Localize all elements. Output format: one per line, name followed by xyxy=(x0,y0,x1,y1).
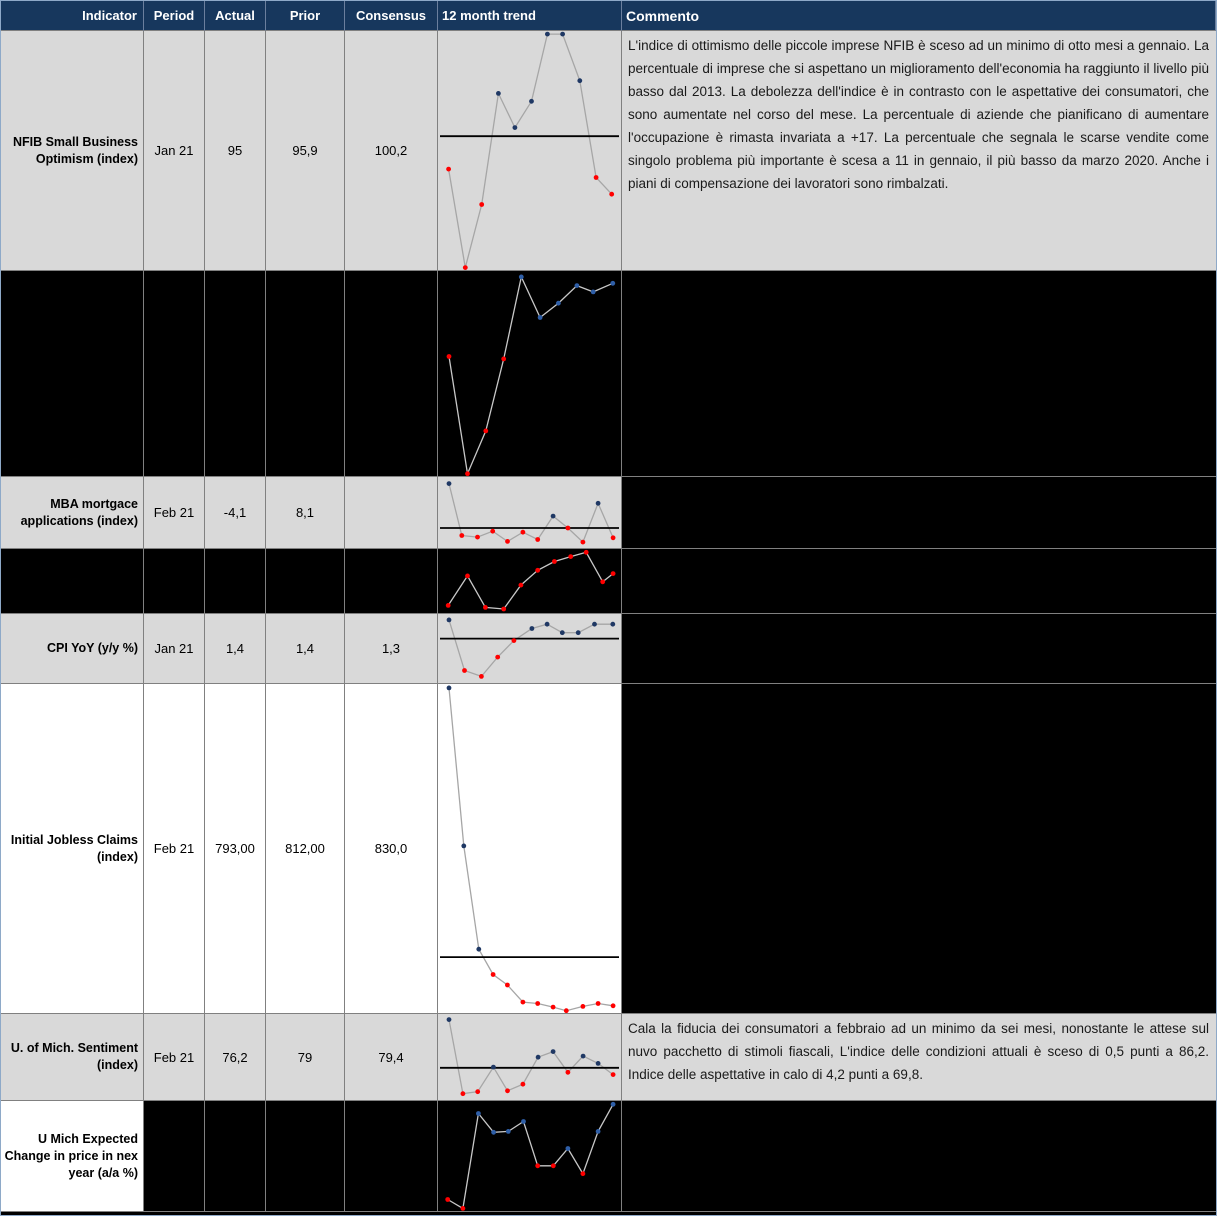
prior-value: 812,00 xyxy=(266,684,345,1014)
sparkline-chart xyxy=(438,1014,622,1101)
indicator-label: Initial Jobless Claims (index) xyxy=(1,684,144,1014)
sparkline-chart xyxy=(438,477,622,549)
prior-value xyxy=(266,271,345,477)
sparkline-chart xyxy=(438,31,622,271)
header-period: Period xyxy=(144,1,205,31)
table-row-hidden-1 xyxy=(1,271,1216,477)
prior-value: 8,1 xyxy=(266,477,345,549)
actual-value: 76,2 xyxy=(205,1014,266,1101)
header-12-month-trend: 12 month trend xyxy=(438,1,622,31)
header-commento: Commento xyxy=(622,1,1216,31)
table-row-umich-expected-price xyxy=(1,1101,1216,1212)
table-row-jobless-claims xyxy=(1,684,1216,1014)
sparkline-chart xyxy=(438,614,622,684)
actual-value: -4,1 xyxy=(205,477,266,549)
table-row-mba xyxy=(1,477,1216,549)
period-value xyxy=(144,271,205,477)
actual-value: 1,4 xyxy=(205,614,266,684)
comment-text xyxy=(622,684,1216,1014)
table-row-cpi xyxy=(1,614,1216,684)
actual-value: 95 xyxy=(205,31,266,271)
consensus-value xyxy=(345,271,438,477)
bottom-border-strip xyxy=(1,1212,1216,1216)
consensus-value xyxy=(345,477,438,549)
table-row-umich-sentiment xyxy=(1,1014,1216,1101)
period-value: Jan 21 xyxy=(144,614,205,684)
indicator-label: MBA mortgace applications (index) xyxy=(1,477,144,549)
indicator-label: U Mich Expected Change in price in nex year (a/a %) xyxy=(1,1101,144,1212)
comment-text xyxy=(622,614,1216,684)
period-value xyxy=(144,549,205,614)
comment-text xyxy=(622,549,1216,614)
actual-value: 793,00 xyxy=(205,684,266,1014)
sparkline-chart xyxy=(438,549,622,614)
comment-text: Cala la fiducia dei consumatori a febbraio ad un minimo da sei mesi, nonostante le attese sul nuvo pacchetto di stimoli fiascali, L'indice delle condizioni attuali è sceso di 0,5 punti a 86,2. Indice delle aspettative in calo di 4,2 punti a 69,8. xyxy=(622,1014,1216,1101)
comment-text xyxy=(622,1101,1216,1212)
comment-text xyxy=(622,271,1216,477)
sparkline-chart xyxy=(438,271,622,477)
table-row-hidden-2 xyxy=(1,549,1216,614)
consensus-value: 100,2 xyxy=(345,31,438,271)
period-value: Feb 21 xyxy=(144,477,205,549)
period-value: Jan 21 xyxy=(144,31,205,271)
table-row-nfib xyxy=(1,31,1216,271)
header-indicator: Indicator xyxy=(1,1,144,31)
consensus-value xyxy=(345,1101,438,1212)
period-value xyxy=(144,1101,205,1212)
period-value: Feb 21 xyxy=(144,684,205,1014)
consensus-value: 830,0 xyxy=(345,684,438,1014)
header-actual: Actual xyxy=(205,1,266,31)
header-prior: Prior xyxy=(266,1,345,31)
indicator-label: U. of Mich. Sentiment (index) xyxy=(1,1014,144,1101)
prior-value: 79 xyxy=(266,1014,345,1101)
comment-text xyxy=(622,477,1216,549)
indicator-label: NFIB Small Business Optimism (index) xyxy=(1,31,144,271)
sparkline-chart xyxy=(438,684,622,1014)
indicator-label xyxy=(1,549,144,614)
actual-value xyxy=(205,549,266,614)
consensus-value: 1,3 xyxy=(345,614,438,684)
comment-text: L'indice di ottimismo delle piccole imprese NFIB è sceso ad un minimo di otto mesi a gennaio. La percentuale di imprese che si aspettano un miglioramento dell'economia ha raggiunto il livello più basso dal 2013. La debolezza dell'indice è in contrasto con le aspettative dei consumatori, che sono aumentate nel corso del mese. La percentuale di aziende che pianificano di aumentare l'occupazione è rimasta invariata a +17. La percentuale che segnala le scarse vendite come singolo problema più importante è scesa a 11 in gennaio, il più basso da marzo 2020. Anche i piani di compensazione dei lavoratori sono rimbalzati. xyxy=(622,31,1216,271)
actual-value xyxy=(205,271,266,477)
prior-value xyxy=(266,1101,345,1212)
actual-value xyxy=(205,1101,266,1212)
indicator-label: CPI YoY (y/y %) xyxy=(1,614,144,684)
prior-value xyxy=(266,549,345,614)
prior-value: 1,4 xyxy=(266,614,345,684)
prior-value: 95,9 xyxy=(266,31,345,271)
header-consensus: Consensus xyxy=(345,1,438,31)
sparkline-chart xyxy=(438,1101,622,1212)
consensus-value: 79,4 xyxy=(345,1014,438,1101)
period-value: Feb 21 xyxy=(144,1014,205,1101)
consensus-value xyxy=(345,549,438,614)
table-header-row xyxy=(1,1,1216,31)
indicator-label xyxy=(1,271,144,477)
